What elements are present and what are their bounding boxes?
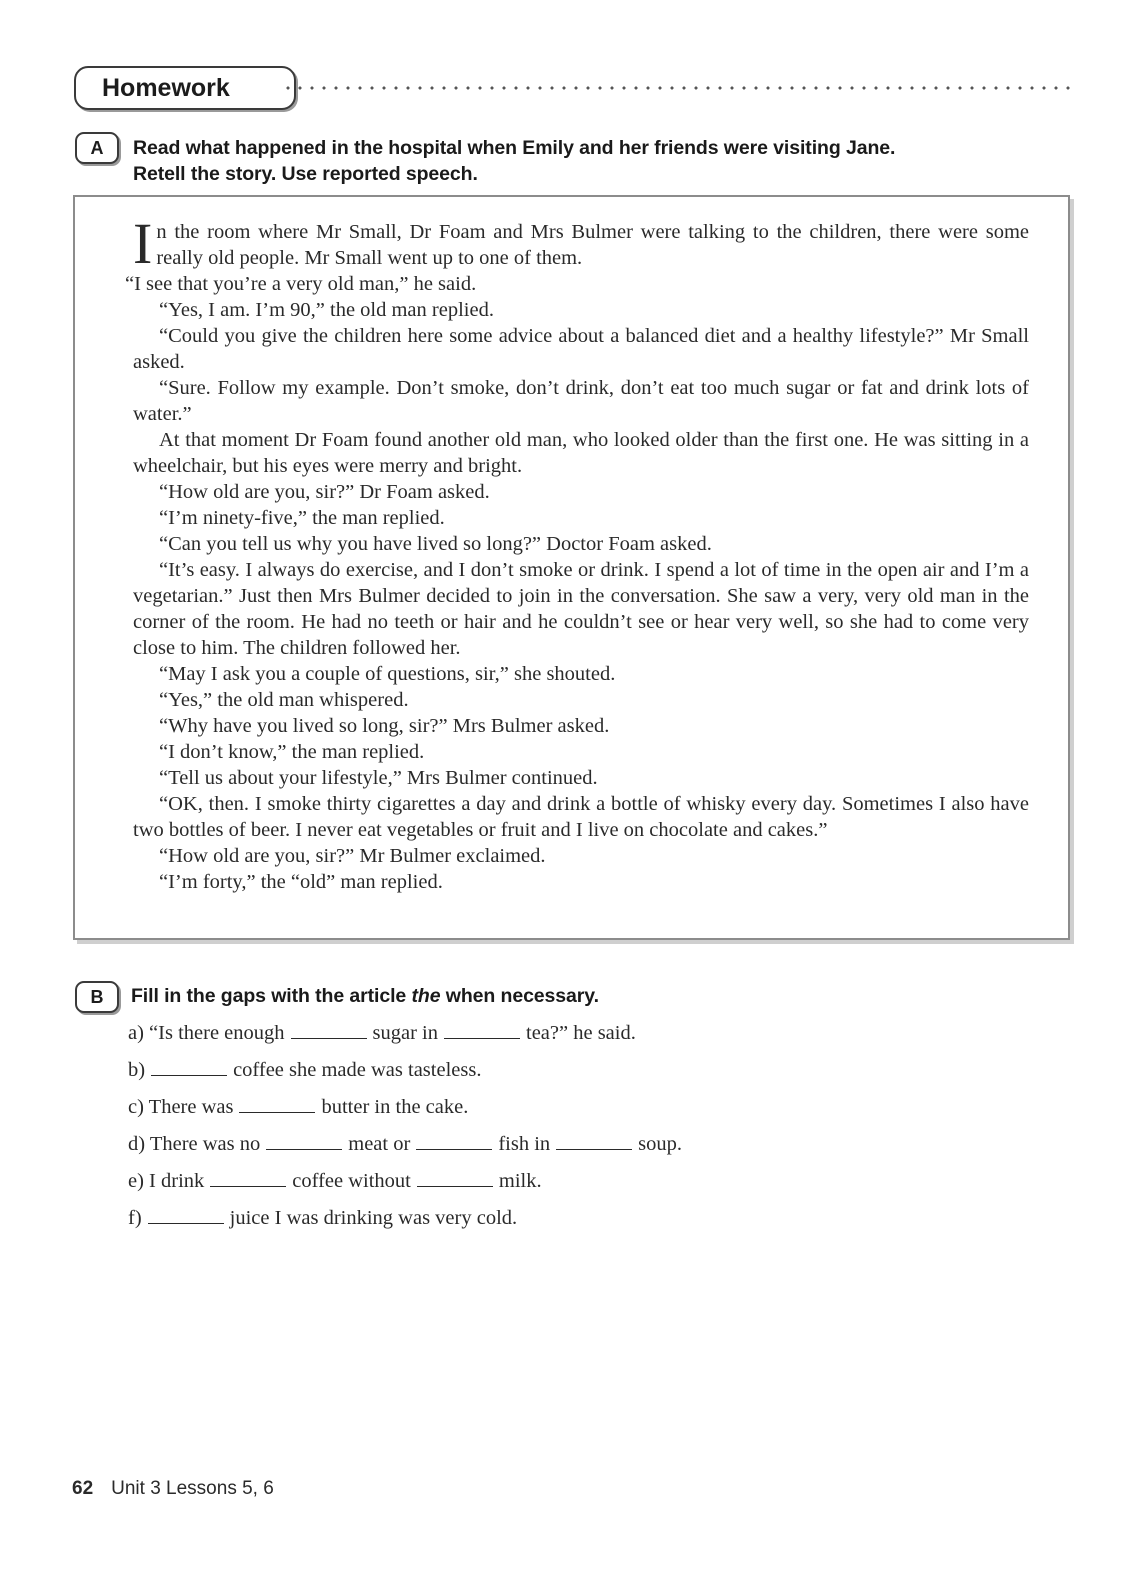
gap-fill-item (128, 1129, 1028, 1166)
gap-fill-text: f) (128, 1207, 142, 1229)
answer-blank[interactable] (210, 1168, 286, 1187)
gap-fill-text: b) (128, 1059, 146, 1081)
gap-fill-text: butter in the cake. (321, 1096, 469, 1118)
gap-fill-text: coffee without (292, 1170, 411, 1192)
page-number: 62 (72, 1478, 94, 1499)
exercise-a-instruction-line2: Retell the story. Use reported speech. (133, 163, 478, 185)
story-paragraph: “It’s easy. I always do exercise, and I don’t smoke or drink. I spend a lot of time in the open air and I’m a vegetarian.” Just then Mrs Bulmer decided to join in the conversation. She saw a very, very old man in the corner of the room. He had no teeth or hair and he couldn’t see or hear very well, so she had to come very close to him. The children followed her. (133, 559, 1029, 659)
exercise-b-instruction-pre: Fill in the gaps with the article (131, 985, 412, 1007)
gap-fill-item (128, 1166, 1028, 1203)
gap-fill-text: coffee she made was tasteless. (233, 1059, 482, 1081)
homework-title: Homework (74, 66, 296, 110)
page-footer (72, 1478, 274, 1500)
story-paragraph: “Yes,” the old man whispered. (159, 689, 409, 711)
story-paragraph: “I’m ninety-five,” the man replied. (159, 507, 445, 529)
story-paragraph: “Why have you lived so long, sir?” Mrs Bulmer asked. (159, 715, 610, 737)
story-paragraph: “Tell us about your lifestyle,” Mrs Bulmer continued. (159, 767, 598, 789)
gap-fill-text: c) There was (128, 1096, 234, 1118)
gap-fill-item (128, 1055, 1028, 1092)
exercise-b-instruction-em: the (411, 985, 441, 1007)
exercise-b-label: B (75, 981, 119, 1013)
dotted-rule (282, 86, 1074, 90)
story-paragraph: “I’m forty,” the “old” man replied. (159, 871, 443, 893)
story-paragraph: “Sure. Follow my example. Don’t smoke, don’t drink, don’t eat too much sugar or fat and drink lots of water.” (133, 377, 1029, 425)
gap-fill-text: a) “Is there enough (128, 1022, 285, 1044)
answer-blank[interactable] (416, 1131, 492, 1150)
story-paragraph: “How old are you, sir?” Mr Bulmer exclaimed. (159, 845, 546, 867)
unit-lesson-text: Unit 3 Lessons 5, 6 (111, 1478, 274, 1499)
exercise-a-instruction (133, 135, 895, 187)
story-paragraph: “Yes, I am. I’m 90,” the old man replied. (159, 299, 494, 321)
story-paragraph: “Could you give the children here some advice about a balanced diet and a healthy lifestyle?” Mr Small asked. (133, 325, 1029, 373)
answer-blank[interactable] (556, 1131, 632, 1150)
gap-fill-text: juice I was drinking was very cold. (229, 1207, 518, 1229)
answer-blank[interactable] (291, 1020, 367, 1039)
exercise-a-instruction-line1: Read what happened in the hospital when Emily and her friends were visiting Jane. (133, 137, 896, 159)
gap-fill-item (128, 1018, 1028, 1055)
gap-fill-text: d) There was no (128, 1133, 261, 1155)
answer-blank[interactable] (148, 1205, 224, 1224)
story-text (125, 211, 1029, 895)
story-paragraph: “I don’t know,” the man replied. (159, 741, 425, 763)
answer-blank[interactable] (417, 1168, 493, 1187)
story-box (73, 195, 1070, 940)
story-paragraph: In the room where Mr Small, Dr Foam and Mrs Bulmer were talking to the children, there were some really old people. Mr Small went up to one of them. (133, 211, 1029, 276)
gap-fill-text: meat or (348, 1133, 411, 1155)
gap-fill-text: soup. (638, 1133, 682, 1155)
gap-fill-text: sugar in (372, 1022, 439, 1044)
exercise-b-instruction-post: when necessary. (440, 985, 599, 1007)
answer-blank[interactable] (239, 1094, 315, 1113)
story-paragraph: “Can you tell us why you have lived so long?” Doctor Foam asked. (159, 533, 712, 555)
gap-fill-list (128, 1018, 1028, 1240)
gap-fill-text: tea?” he said. (526, 1022, 636, 1044)
story-paragraph: “May I ask you a couple of questions, sir,” she shouted. (159, 663, 616, 685)
answer-blank[interactable] (151, 1057, 227, 1076)
story-paragraph: “OK, then. I smoke thirty cigarettes a day and drink a bottle of whisky every day. Sometimes I also have two bottles of beer. I never eat vegetables or fruit and I live on chocolate and cakes.” (133, 793, 1029, 841)
answer-blank[interactable] (266, 1131, 342, 1150)
answer-blank[interactable] (444, 1020, 520, 1039)
gap-fill-item (128, 1092, 1028, 1129)
exercise-b-instruction (131, 983, 599, 1009)
gap-fill-text: fish in (498, 1133, 551, 1155)
gap-fill-text: e) I drink (128, 1170, 205, 1192)
homework-header (74, 66, 1074, 110)
drop-cap: I (133, 211, 153, 276)
gap-fill-text: milk. (498, 1170, 542, 1192)
story-paragraph: At that moment Dr Foam found another old man, who looked older than the first one. He was sitting in a wheelchair, but his eyes were merry and bright. (133, 429, 1029, 477)
story-paragraph: “I see that you’re a very old man,” he said. (125, 273, 477, 295)
gap-fill-item (128, 1203, 1028, 1240)
story-paragraph: “How old are you, sir?” Dr Foam asked. (159, 481, 490, 503)
exercise-a-label: A (75, 132, 119, 164)
